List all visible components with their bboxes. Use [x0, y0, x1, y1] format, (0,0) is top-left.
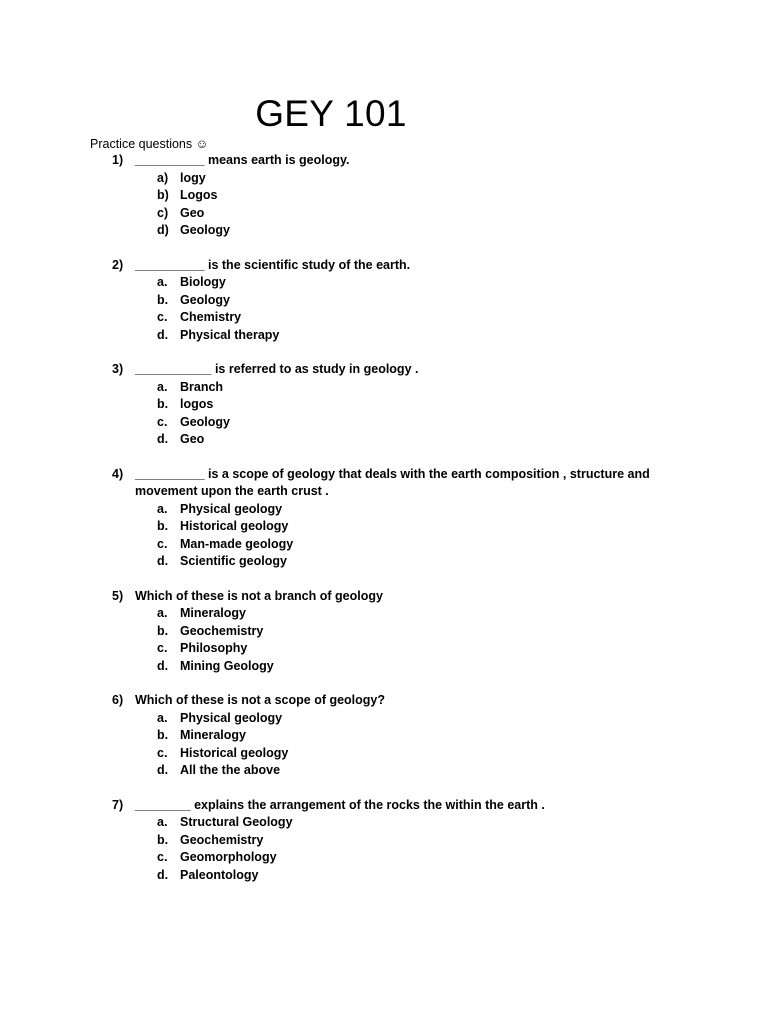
answer-option: [0, 396, 768, 414]
answer-option: [0, 745, 768, 763]
option-letter: d): [157, 223, 169, 237]
option-letter: b.: [157, 519, 169, 533]
answer-option: [0, 414, 768, 432]
option-text: Biology: [180, 275, 226, 289]
question-text: ________ explains the arrangement of the rocks the within the earth .: [135, 797, 545, 812]
option-text: All the the above: [180, 763, 281, 777]
answer-option: [0, 379, 768, 397]
question-text: __________ is a scope of geology that deals with the earth composition , structure and movement upon the earth crust .: [135, 466, 650, 498]
option-text: Geology: [180, 223, 231, 237]
answer-option: [0, 727, 768, 745]
answer-option: [0, 553, 768, 571]
question-number: 6): [112, 693, 124, 707]
option-letter: c.: [157, 850, 168, 864]
option-text: Geology: [180, 414, 231, 429]
answer-option: [0, 292, 768, 310]
question-number: 7): [112, 797, 124, 812]
option-letter: b.: [157, 832, 169, 847]
option-text: Physical geology: [180, 710, 283, 725]
option-letter: c.: [157, 745, 168, 760]
question-number: 2): [112, 257, 124, 272]
option-letter: a.: [157, 606, 168, 620]
question-text: Which of these is not a scope of geology?: [135, 693, 386, 707]
document-subtitle: Practice questions ☺: [90, 137, 209, 151]
answer-option: [0, 640, 768, 658]
answer-option: [0, 327, 768, 345]
answer-option: [0, 832, 768, 850]
option-text: Physical geology: [180, 501, 283, 516]
answer-option: [0, 274, 768, 292]
option-text: Structural Geology: [180, 815, 293, 829]
option-text: Man-made geology: [180, 536, 294, 551]
question-7: [0, 797, 768, 885]
option-letter: a.: [157, 275, 168, 289]
option-text: Geochemistry: [180, 832, 264, 847]
option-text: Mining Geology: [180, 658, 274, 673]
answer-option: [0, 170, 768, 188]
option-text: Logos: [180, 188, 218, 202]
question-text: __________ is the scientific study of the earth.: [135, 257, 411, 272]
question-number: 3): [112, 362, 124, 376]
question-row: [0, 361, 768, 379]
question-3: [0, 361, 768, 449]
option-letter: c): [157, 205, 169, 220]
option-text: logos: [180, 397, 214, 411]
answer-option: [0, 867, 768, 885]
option-letter: d.: [157, 867, 169, 882]
question-number: 5): [112, 588, 124, 603]
answer-option: [0, 623, 768, 641]
option-letter: d.: [157, 658, 169, 673]
question-text: ___________ is referred to as study in geology .: [135, 362, 419, 376]
option-letter: d.: [157, 327, 169, 342]
option-text: Geo: [180, 205, 205, 220]
option-letter: b.: [157, 623, 169, 638]
option-letter: a.: [157, 379, 168, 394]
answer-option: [0, 849, 768, 867]
option-letter: d.: [157, 554, 169, 568]
option-text: Historical geology: [180, 745, 289, 760]
document-title: GEY 101: [255, 93, 407, 134]
option-letter: a.: [157, 710, 168, 725]
option-text: Geology: [180, 292, 231, 307]
option-text: Mineralogy: [180, 728, 246, 742]
question-5: [0, 588, 768, 676]
option-letter: a.: [157, 815, 168, 829]
option-text: Geochemistry: [180, 623, 264, 638]
option-letter: b.: [157, 728, 169, 742]
option-letter: b): [157, 188, 169, 202]
answer-option: [0, 710, 768, 728]
question-text: __________ means earth is geology.: [135, 153, 350, 167]
option-text: logy: [180, 170, 206, 185]
option-text: Geo: [180, 432, 205, 446]
question-number: 1): [112, 153, 124, 167]
option-letter: c.: [157, 310, 168, 324]
question-number: 4): [112, 466, 124, 481]
question-row: [0, 797, 768, 815]
option-letter: b.: [157, 292, 169, 307]
answer-option: [0, 431, 768, 449]
answer-option: [0, 814, 768, 832]
option-text: Chemistry: [180, 310, 242, 324]
option-text: Philosophy: [180, 641, 248, 655]
option-letter: b.: [157, 397, 169, 411]
answer-option: [0, 658, 768, 676]
answer-option: [0, 762, 768, 780]
question-4: [0, 466, 768, 571]
question-2: [0, 257, 768, 345]
answer-option: [0, 205, 768, 223]
question-1: [0, 152, 768, 240]
option-letter: d.: [157, 763, 169, 777]
option-letter: a): [157, 170, 169, 185]
option-text: Historical geology: [180, 519, 289, 533]
option-letter: c.: [157, 414, 168, 429]
option-letter: c.: [157, 536, 168, 551]
option-text: Scientific geology: [180, 554, 287, 568]
option-text: Branch: [180, 379, 224, 394]
question-row: [0, 588, 768, 606]
option-letter: a.: [157, 501, 168, 516]
option-text: Physical therapy: [180, 327, 280, 342]
question-6: [0, 692, 768, 780]
option-text: Mineralogy: [180, 606, 246, 620]
question-row: [0, 257, 768, 275]
answer-option: [0, 222, 768, 240]
answer-option: [0, 536, 768, 554]
option-text: Geomorphology: [180, 850, 277, 864]
question-row: [0, 692, 768, 710]
option-letter: d.: [157, 432, 169, 446]
question-text: Which of these is not a branch of geology: [135, 588, 383, 603]
answer-option: [0, 501, 768, 519]
option-text: Paleontology: [180, 867, 259, 882]
answer-option: [0, 605, 768, 623]
question-list: [0, 152, 768, 901]
answer-option: [0, 309, 768, 327]
option-letter: c.: [157, 641, 168, 655]
answer-option: [0, 518, 768, 536]
question-row: [0, 152, 768, 170]
question-row: [0, 466, 768, 501]
answer-option: [0, 187, 768, 205]
